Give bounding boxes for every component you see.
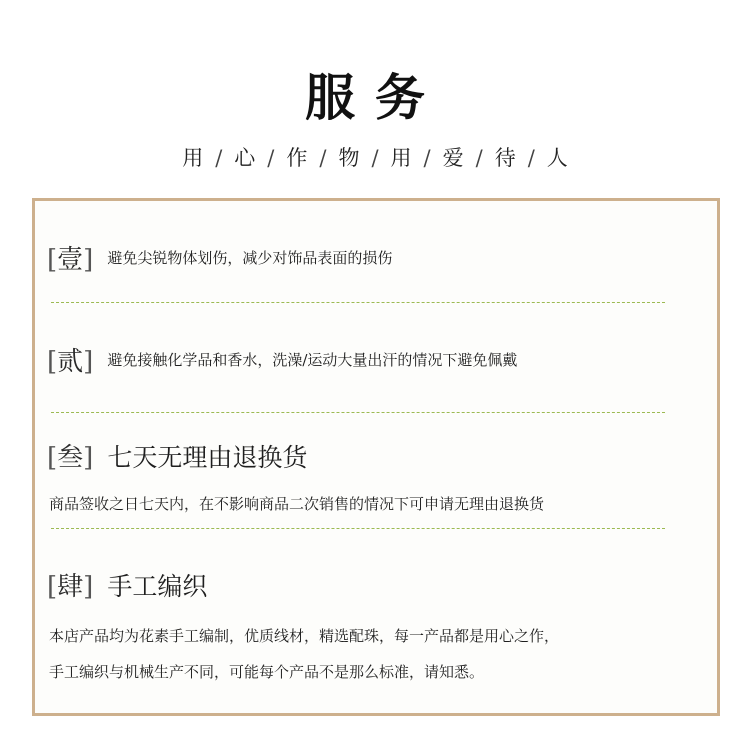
subtitle-separator: / <box>527 146 535 170</box>
section-badge: [壹] <box>47 245 94 275</box>
subtitle-separator: / <box>319 146 327 170</box>
service-card <box>32 198 720 716</box>
section-body-line: 本店产品均为花素手工编制，优质线材，精选配珠，每一产品都是用心之作， <box>49 627 560 645</box>
section-heading: 七天无理由退换货 <box>107 442 308 472</box>
dashed-divider <box>51 302 665 303</box>
subtitle-char: 用 <box>390 146 412 170</box>
section-text: 避免尖锐物体划伤，减少对饰品表面的损伤 <box>107 249 393 267</box>
section-body-line: 商品签收之日七天内，在不影响商品二次销售的情况下可申请无理由退换货 <box>49 495 545 513</box>
section-body-line: 手工编织与机械生产不同，可能每个产品不是那么标准，请知悉。 <box>49 663 485 681</box>
section-3 <box>47 437 707 474</box>
section-heading: 手工编织 <box>107 571 208 601</box>
subtitle-separator: / <box>215 146 223 170</box>
subtitle-char: 物 <box>338 146 360 170</box>
subtitle-char: 人 <box>546 146 568 170</box>
subtitle-separator: / <box>371 146 379 170</box>
subtitle-char: 爱 <box>442 146 464 170</box>
subtitle-separator: / <box>475 146 483 170</box>
section-1 <box>47 239 707 276</box>
subtitle-separator: / <box>267 146 275 170</box>
subtitle-separator: / <box>423 146 431 170</box>
section-badge: [贰] <box>47 347 94 377</box>
page-subtitle <box>0 142 750 172</box>
section-2 <box>47 341 707 378</box>
section-text: 避免接触化学品和香水，洗澡/运动大量出汗的情况下避免佩戴 <box>107 351 518 369</box>
section-numeral: 肆 <box>57 572 84 602</box>
page-title: 服务 <box>305 68 445 127</box>
section-badge: [肆] <box>47 572 94 602</box>
dashed-divider <box>51 412 665 413</box>
section-4 <box>47 566 707 603</box>
subtitle-char: 待 <box>494 146 516 170</box>
dashed-divider <box>51 528 665 529</box>
section-badge: [叁] <box>47 443 94 473</box>
subtitle-char: 用 <box>182 146 204 170</box>
section-numeral: 贰 <box>57 347 84 377</box>
subtitle-char: 心 <box>234 146 256 170</box>
section-numeral: 壹 <box>57 245 84 275</box>
section-numeral: 叁 <box>57 443 84 473</box>
subtitle-char: 作 <box>286 146 308 170</box>
